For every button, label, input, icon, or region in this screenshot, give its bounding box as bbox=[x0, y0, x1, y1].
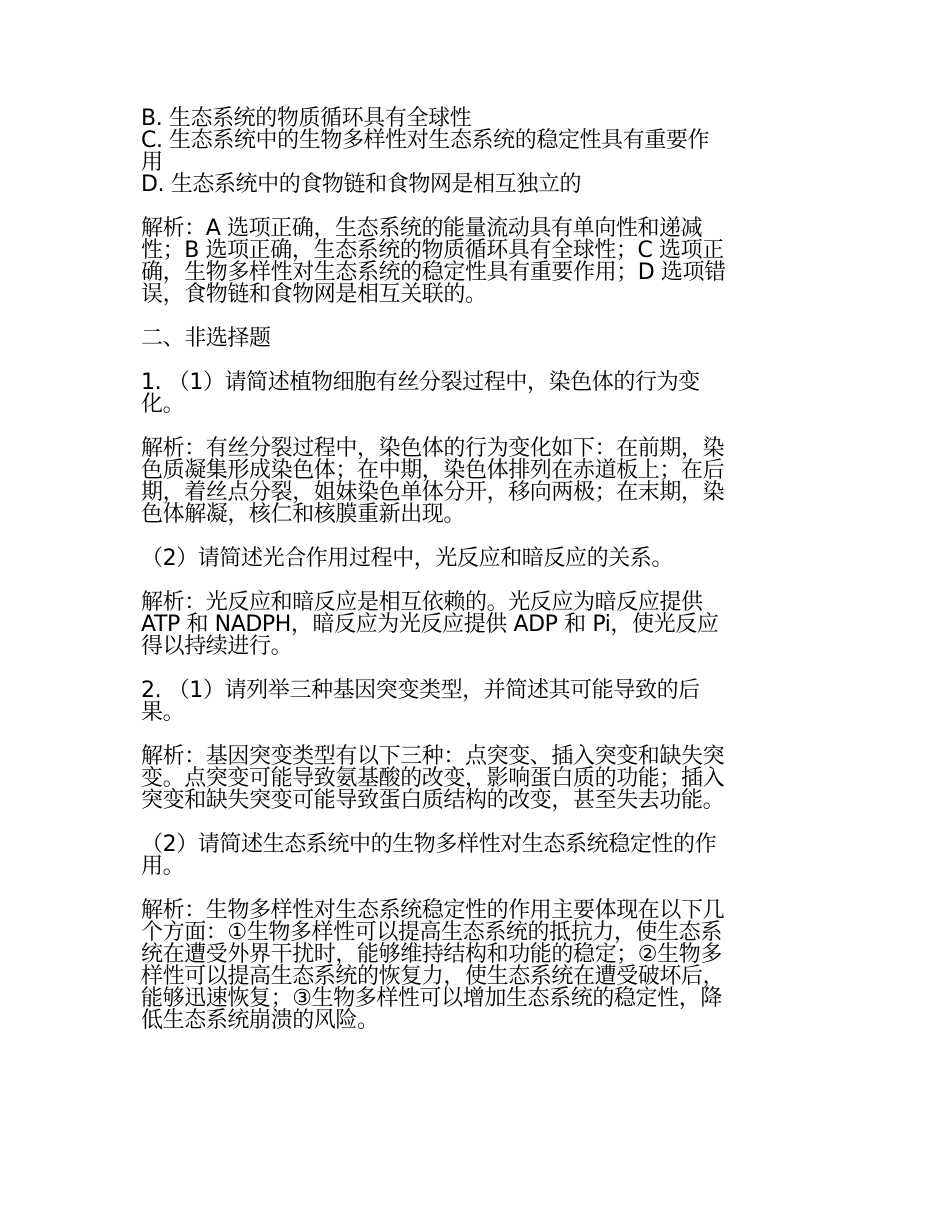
analysis-line: 确，生物多样性对生态系统的稳定性具有重要作用；D 选项错 bbox=[141, 260, 726, 285]
question-line: （2）请简述生态系统中的生物多样性对生态系统稳定性的作 bbox=[141, 832, 717, 857]
question-2-part-1-analysis bbox=[141, 746, 813, 812]
analysis-line: 低生态系统崩溃的风险。 bbox=[141, 1008, 379, 1033]
spacer bbox=[141, 306, 813, 328]
spacer bbox=[141, 878, 813, 900]
section-heading bbox=[141, 328, 813, 350]
question-line: 果。 bbox=[141, 700, 185, 725]
option-c-line-2: 用 bbox=[141, 150, 163, 175]
analysis-line: 色体解凝，核仁和核膜重新出现。 bbox=[141, 502, 466, 527]
question-line: 用。 bbox=[141, 854, 185, 879]
analysis-line: 色质凝集形成染色体；在中期，染色体排列在赤道板上；在后 bbox=[141, 458, 725, 483]
analysis-line: 得以持续进行。 bbox=[141, 634, 293, 659]
analysis-line: 统在遭受外界干扰时，能够维持结构和功能的稳定；②生物多 bbox=[141, 942, 722, 967]
option-d: D. 生态系统中的食物链和食物网是相互独立的 bbox=[141, 172, 582, 197]
analysis-line: 变。点突变可能导致氨基酸的改变，影响蛋白质的功能；插入 bbox=[141, 766, 725, 791]
option-c-line-1: C. 生态系统中的生物多样性对生态系统的稳定性具有重要作 bbox=[141, 128, 710, 153]
document-page bbox=[141, 108, 813, 1032]
analysis-line: 解析：基因突变类型有以下三种：点突变、插入突变和缺失突 bbox=[141, 744, 725, 769]
spacer bbox=[141, 812, 813, 834]
question-2-part-2 bbox=[141, 834, 813, 878]
question-2-part-1 bbox=[141, 680, 813, 724]
question-1-part-2-analysis bbox=[141, 592, 813, 658]
analysis-line: 性；B 选项正确，生态系统的物质循环具有全球性；C 选项正 bbox=[141, 238, 724, 263]
question-line: 2. （1）请列举三种基因突变类型，并简述其可能导致的后 bbox=[141, 678, 700, 703]
analysis-line: 解析：有丝分裂过程中，染色体的行为变化如下：在前期，染 bbox=[141, 436, 725, 461]
question-line: 化。 bbox=[141, 392, 185, 417]
analysis-line: ATP 和 NADPH，暗反应为光反应提供 ADP 和 Pi，使光反应 bbox=[141, 612, 719, 637]
spacer bbox=[141, 658, 813, 680]
spacer bbox=[141, 724, 813, 746]
option-b: B. 生态系统的物质循环具有全球性 bbox=[141, 106, 472, 131]
choice-analysis bbox=[141, 218, 813, 306]
question-line: 1. （1）请简述植物细胞有丝分裂过程中，染色体的行为变 bbox=[141, 370, 700, 395]
spacer bbox=[141, 196, 813, 218]
analysis-line: 能够迅速恢复；③生物多样性可以增加生态系统的稳定性，降 bbox=[141, 986, 722, 1011]
analysis-line: 误，食物链和食物网是相互关联的。 bbox=[141, 282, 487, 307]
spacer bbox=[141, 570, 813, 592]
question-line: （2）请简述光合作用过程中，光反应和暗反应的关系。 bbox=[141, 546, 673, 571]
choice-options bbox=[141, 108, 813, 196]
analysis-line: 解析：生物多样性对生态系统稳定性的作用主要体现在以下几 bbox=[141, 898, 725, 923]
analysis-line: 解析：光反应和暗反应是相互依赖的。光反应为暗反应提供 bbox=[141, 590, 703, 615]
analysis-line: 突变和缺失突变可能导致蛋白质结构的改变，甚至失去功能。 bbox=[141, 788, 725, 813]
question-1-part-1-analysis bbox=[141, 438, 813, 526]
analysis-line: 期，着丝点分裂，姐妹染色单体分开，移向两极；在末期，染 bbox=[141, 480, 725, 505]
question-2-part-2-analysis bbox=[141, 900, 813, 1032]
section-heading-text: 二、非选择题 bbox=[141, 326, 271, 351]
spacer bbox=[141, 416, 813, 438]
question-1-part-2 bbox=[141, 548, 813, 570]
analysis-line: 个方面：①生物多样性可以提高生态系统的抵抗力，使生态系 bbox=[141, 920, 722, 945]
spacer bbox=[141, 350, 813, 372]
analysis-line: 样性可以提高生态系统的恢复力，使生态系统在遭受破坏后， bbox=[141, 964, 725, 989]
question-1-part-1 bbox=[141, 372, 813, 416]
analysis-line: 解析：A 选项正确，生态系统的能量流动具有单向性和递减 bbox=[141, 216, 703, 241]
spacer bbox=[141, 526, 813, 548]
